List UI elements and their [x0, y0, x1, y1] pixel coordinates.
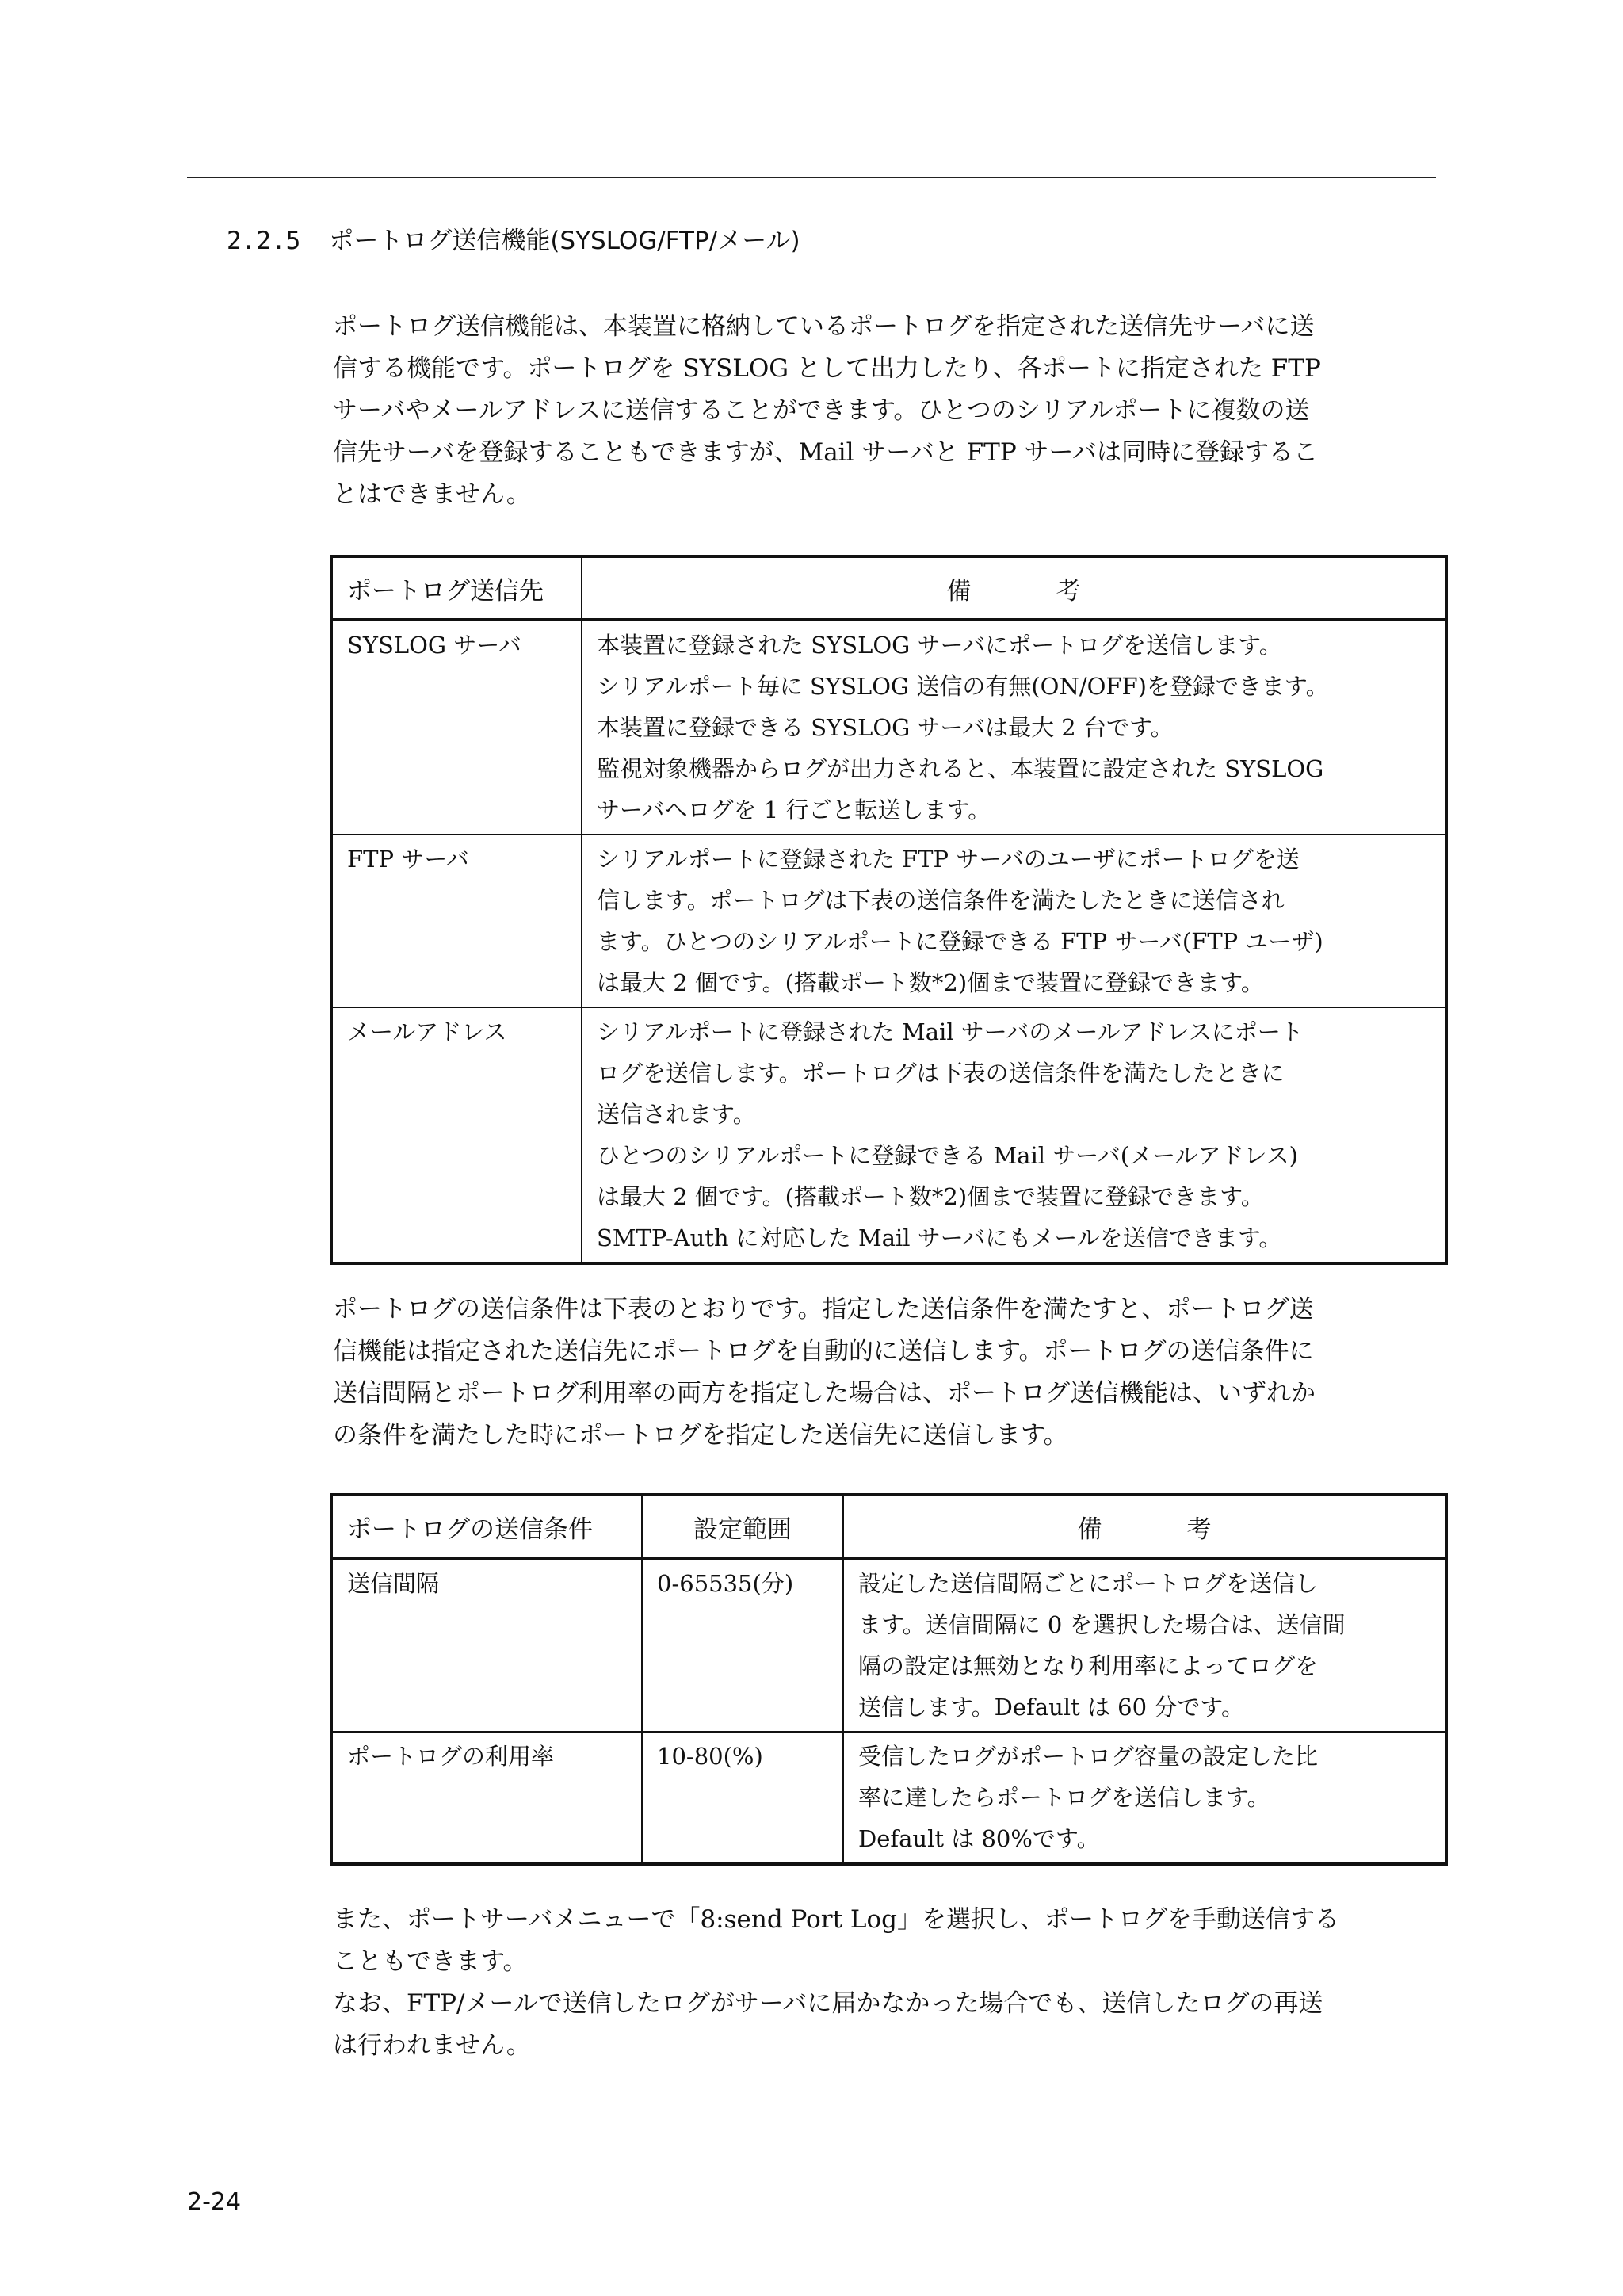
table-header-row — [331, 1495, 1446, 1558]
table-row — [331, 1558, 1446, 1732]
remarks-cell — [582, 620, 1446, 835]
paragraph-line: の条件を満たした時にポートログを指定した送信先に送信します。 — [333, 1421, 1068, 1450]
section-number: 2.2.5 — [227, 227, 301, 255]
section-title: ポートログ送信機能(SYSLOG/FTP/メール) — [329, 227, 800, 255]
remark-line: 本装置に登録できる SYSLOG サーバは最大 2 台です。 — [597, 714, 1174, 741]
column-header-range: 設定範囲 — [642, 1495, 843, 1558]
condition-cell — [331, 1732, 642, 1864]
remark-line: シリアルポート毎に SYSLOG 送信の有無(ON/OFF)を登録できます。 — [597, 673, 1329, 700]
paragraph-line: また、ポートサーバメニューで「8:send Port Log」を選択し、ポートログを手動送信する — [333, 1905, 1340, 1934]
remark-line: 隔の設定は無効となり利用率によってログを — [858, 1652, 1319, 1679]
remark-line: ます。ひとつのシリアルポートに登録できる FTP サーバ(FTP ユーザ) — [597, 928, 1323, 955]
table-row — [331, 1732, 1446, 1864]
paragraph-line: 送信間隔とポートログ利用率の両方を指定した場合は、ポートログ送信機能は、いずれか — [333, 1379, 1316, 1408]
page-number: 2-24 — [187, 2188, 242, 2216]
table-header-row — [331, 556, 1446, 620]
destination-cell — [331, 835, 582, 1007]
remark-line: 送信されます。 — [597, 1101, 756, 1128]
paragraph-line: ポートログの送信条件は下表のとおりです。指定した送信条件を満たすと、ポートログ送 — [333, 1295, 1314, 1324]
destination-table — [330, 555, 1448, 1265]
range-value: 10-80(%) — [657, 1743, 763, 1770]
remark-line: サーバへログを 1 行ごと転送します。 — [597, 797, 991, 823]
destination-name: メールアドレス — [347, 1018, 507, 1045]
table-row — [331, 1007, 1446, 1263]
remark-line: 率に達したらポートログを送信します。 — [858, 1784, 1270, 1811]
paragraph-line: 信する機能です。ポートログを SYSLOG として出力したり、各ポートに指定された FTP — [333, 354, 1321, 383]
remarks-cell — [843, 1732, 1446, 1864]
intro-paragraph — [333, 306, 1434, 516]
condition-cell — [331, 1558, 642, 1732]
remark-line: 本装置に登録された SYSLOG サーバにポートログを送信します。 — [597, 632, 1282, 659]
paragraph-line: は行われません。 — [333, 2031, 531, 2060]
destination-cell — [331, 620, 582, 835]
remark-line: シリアルポートに登録された Mail サーバのメールアドレスにポート — [597, 1018, 1304, 1045]
remark-line: ます。送信間隔に 0 を選択した場合は、送信間 — [858, 1611, 1346, 1638]
destination-cell — [331, 1007, 582, 1263]
remark-line: シリアルポートに登録された FTP サーバのユーザにポートログを送 — [597, 846, 1300, 873]
remarks-cell — [843, 1558, 1446, 1732]
outro-paragraph — [333, 1899, 1434, 2067]
remarks-cell — [582, 835, 1446, 1007]
remark-line: は最大 2 個です。(搭載ポート数*2)個まで装置に登録できます。 — [597, 1183, 1264, 1210]
remark-line: 受信したログがポートログ容量の設定した比 — [858, 1743, 1319, 1770]
remark-line: ひとつのシリアルポートに登録できる Mail サーバ(メールアドレス) — [597, 1142, 1298, 1169]
condition-name: ポートログの利用率 — [347, 1743, 555, 1770]
remarks-cell — [582, 1007, 1446, 1263]
column-header-condition: ポートログの送信条件 — [331, 1495, 642, 1558]
paragraph-line: サーバやメールアドレスに送信することができます。ひとつのシリアルポートに複数の送 — [333, 396, 1310, 425]
paragraph-line: ポートログ送信機能は、本装置に格納しているポートログを指定された送信先サーバに送 — [333, 312, 1315, 341]
column-header-destination: ポートログ送信先 — [331, 556, 582, 620]
condition-paragraph — [333, 1289, 1434, 1457]
table-row — [331, 835, 1446, 1007]
destination-name: FTP サーバ — [347, 846, 469, 873]
paragraph-line: なお、FTP/メールで送信したログがサーバに届かなかった場合でも、送信したログの再送 — [333, 1989, 1323, 2018]
paragraph-line: 信先サーバを登録することもできますが、Mail サーバと FTP サーバは同時に登録するこ — [333, 438, 1319, 467]
range-cell — [642, 1732, 843, 1864]
paragraph-line: 信機能は指定された送信先にポートログを自動的に送信します。ポートログの送信条件に — [333, 1337, 1314, 1366]
condition-table — [330, 1493, 1448, 1866]
table-row — [331, 620, 1446, 835]
section-heading — [227, 223, 800, 258]
remark-line: 設定した送信間隔ごとにポートログを送信し — [858, 1570, 1319, 1597]
destination-name: SYSLOG サーバ — [347, 632, 521, 659]
paragraph-line: とはできません。 — [333, 480, 531, 509]
range-value: 0-65535(分) — [657, 1570, 794, 1597]
range-cell — [642, 1558, 843, 1732]
remark-line: ログを送信します。ポートログは下表の送信条件を満たしたときに — [597, 1060, 1285, 1087]
remark-line: 送信します。Default は 60 分です。 — [858, 1694, 1244, 1721]
remark-line: 監視対象機器からログが出力されると、本装置に設定された SYSLOG — [597, 755, 1324, 782]
remark-line: は最大 2 個です。(搭載ポート数*2)個まで装置に登録できます。 — [597, 969, 1264, 996]
remark-line: SMTP-Auth に対応した Mail サーバにもメールを送信できます。 — [597, 1224, 1282, 1251]
remark-line: Default は 80%です。 — [858, 1825, 1100, 1852]
column-header-remarks: 備 考 — [582, 556, 1446, 620]
column-header-remarks: 備 考 — [843, 1495, 1446, 1558]
header-rule — [187, 177, 1436, 178]
remark-line: 信します。ポートログは下表の送信条件を満たしたときに送信され — [597, 887, 1285, 914]
paragraph-line: こともできます。 — [333, 1947, 528, 1976]
condition-name: 送信間隔 — [347, 1570, 440, 1597]
